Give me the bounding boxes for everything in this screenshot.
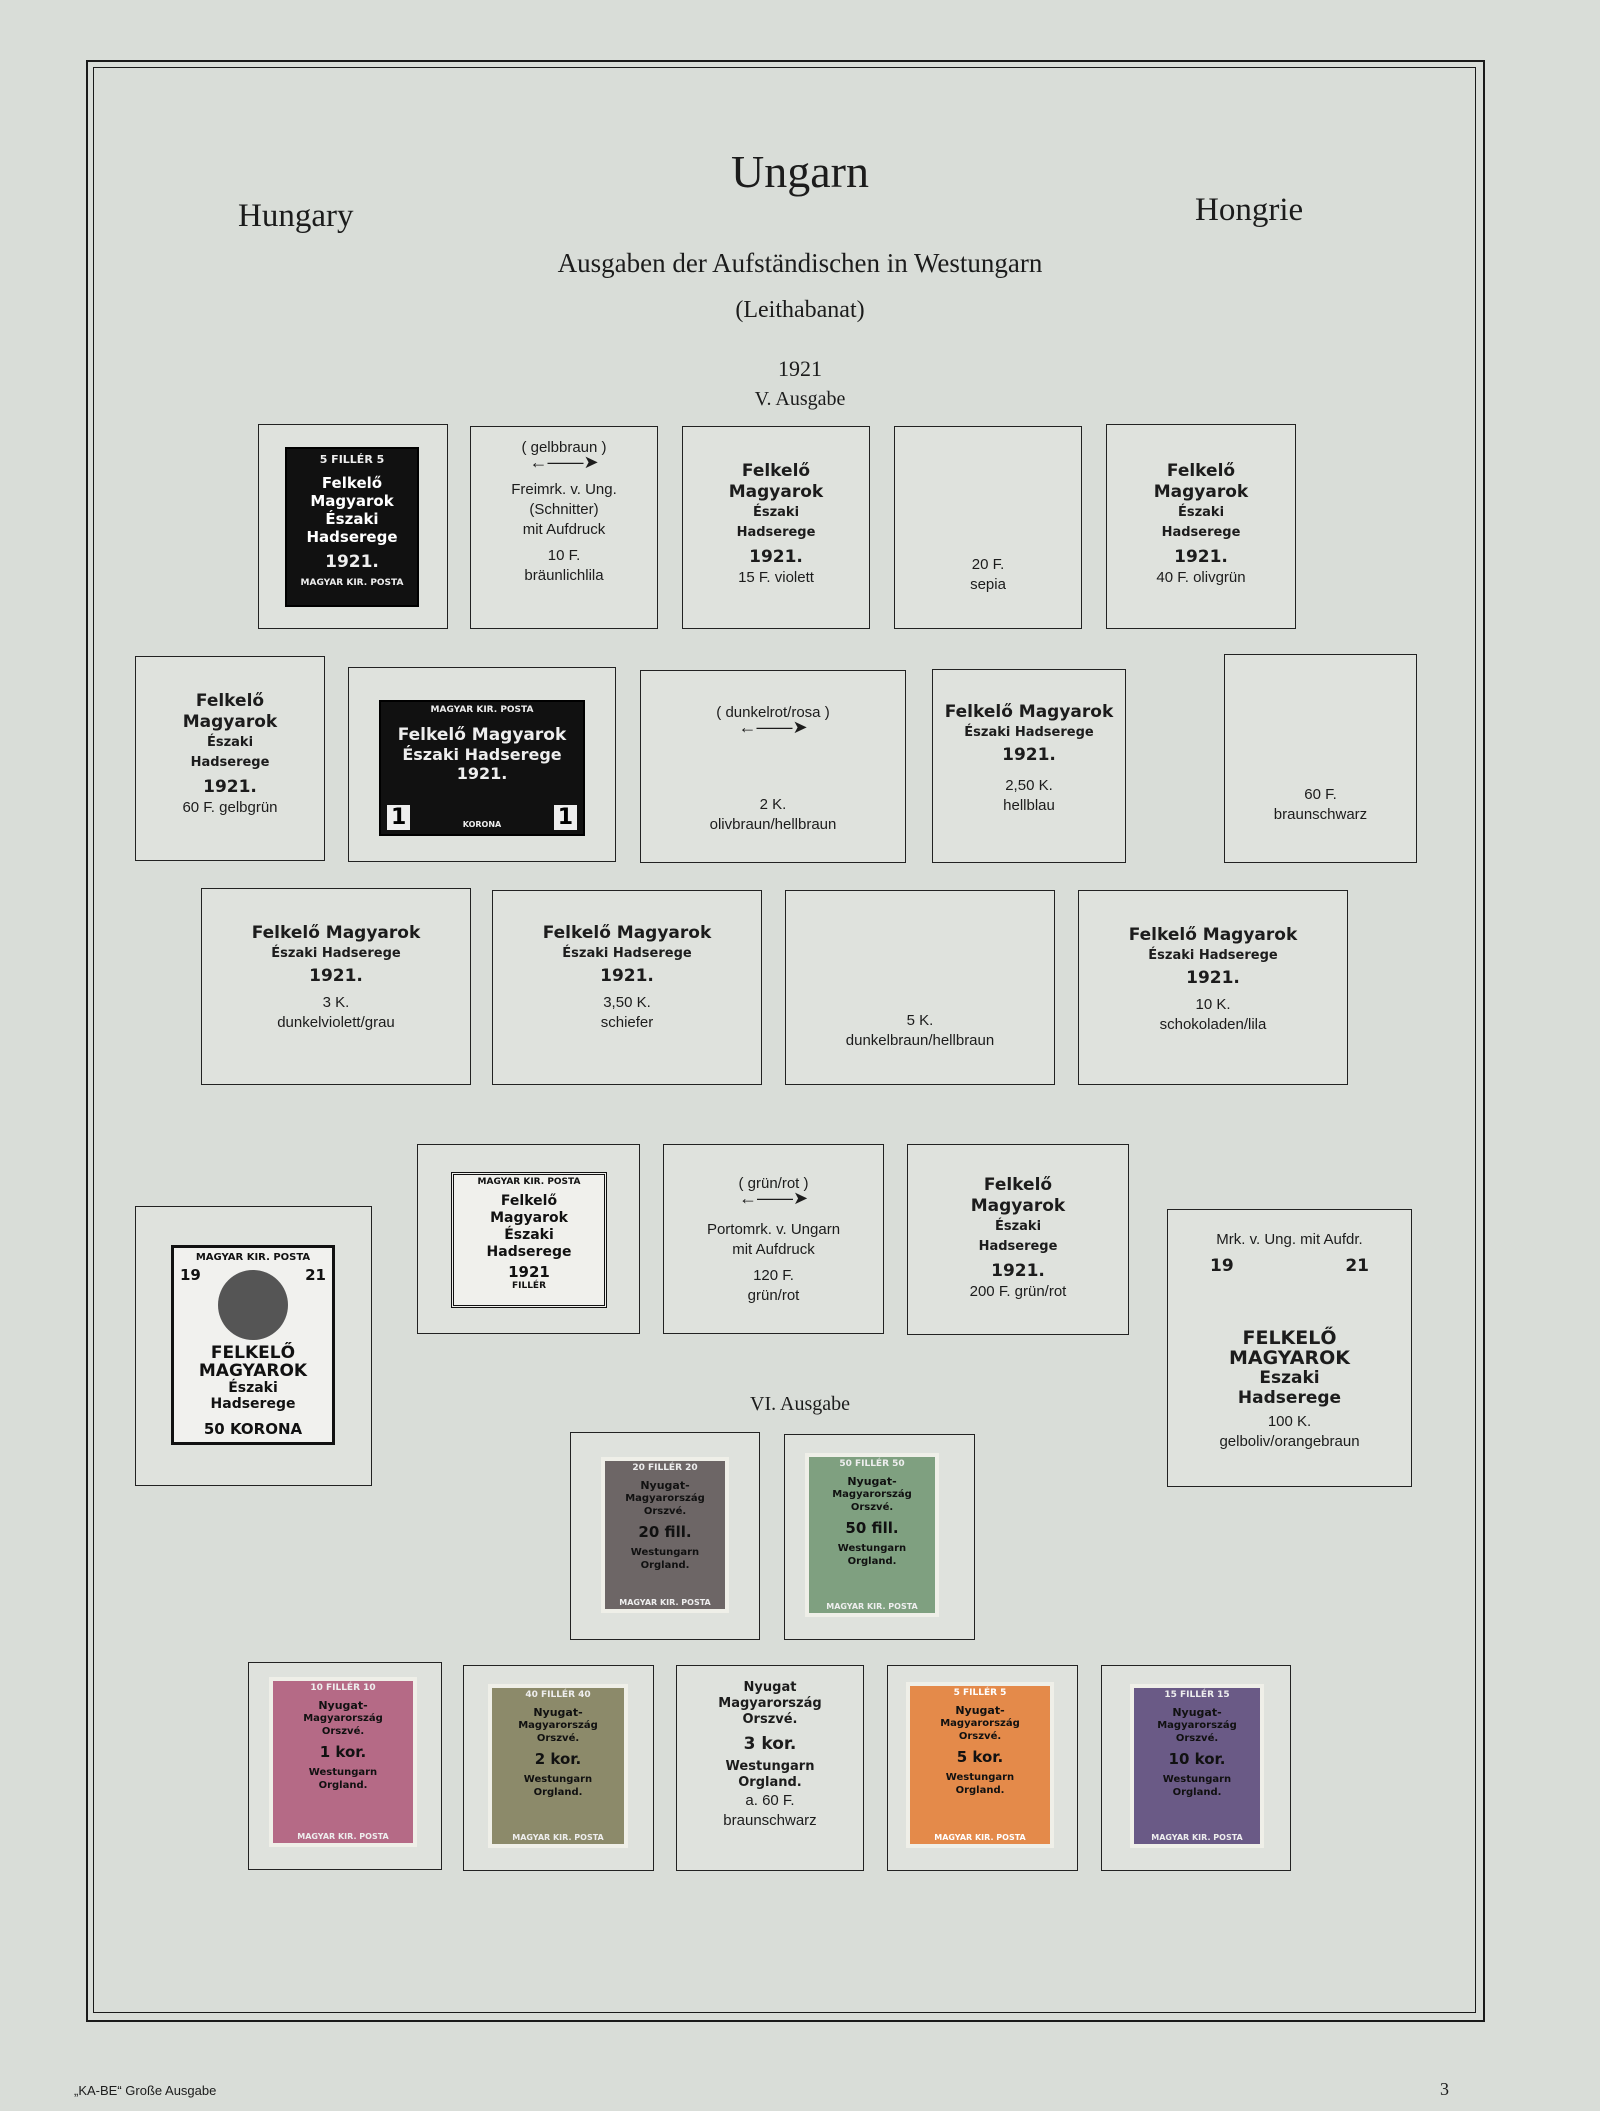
stamp-slot-4[interactable] [894,426,1082,629]
stamp-value: 10 K. [1195,996,1231,1013]
stamp-overprint: Orgland. [847,1556,897,1567]
stamp-overprint: Orszvé. [850,1502,894,1513]
stamp-value: 100 K. [1267,1413,1312,1430]
stamp-overprint: Westungarn [308,1767,378,1778]
stamp-slot-3[interactable] [682,426,870,629]
overprint-line: Északi [1177,505,1225,520]
stamp-image [906,1682,1054,1848]
country-label-english: Hungary [238,198,354,234]
stamp-overprint: Nyugat- [955,1704,1005,1717]
overprint-line: Felkelő [1166,461,1236,481]
stamp-value: 3,50 K. [603,994,651,1011]
page-subtitle-2: (Leithabanat) [735,297,865,323]
stamp-image [488,1684,628,1848]
stamp-overprint: MAGYAROK [198,1361,308,1381]
stamp-value: 10 F. [547,547,581,564]
stamp-overprint: Orgland. [1172,1787,1222,1798]
stamp-bottom-text: MAGYAR KIR. POSTA [512,1833,604,1842]
color-note: ( gelbbraun ) [521,439,607,456]
stamp-top-text: MAGYAR KIR. POSTA [195,1252,311,1263]
stamp-shade: olivbraun/hellbraun [709,816,837,833]
stamp-overprint: Nyugat- [640,1479,690,1492]
stamp-slot-5[interactable] [1106,424,1296,629]
stamp-slot-23[interactable] [463,1665,654,1871]
desc-line: mit Aufdruck [732,1241,815,1258]
page-subtitle: Ausgaben der Aufständischen in Westungarn [557,248,1043,278]
overprint-line: FELKELŐ [1242,1327,1337,1349]
stamp-bottom-text: MAGYAR KIR. POSTA [297,1832,389,1841]
album-publisher: „KA-BE“ Große Ausgabe [74,2083,217,2098]
stamp-image [285,447,419,607]
stamp-bottom-text: MAGYAR KIR. POSTA [826,1602,918,1611]
stamp-overprint: Északi [228,1380,278,1396]
stamp-top-text: MAGYAR KIR. POSTA [430,705,534,715]
stamp-slot-15[interactable] [135,1206,372,1486]
stamp-slot-2[interactable] [470,426,658,629]
stamp-overprint: Nyugat- [533,1706,583,1719]
overprint-line: MAGYAROK [1229,1347,1350,1369]
overprint-year: 1921. [309,966,363,986]
stamp-bottom-text: MAGYAR KIR. POSTA [934,1833,1026,1842]
stamp-slot-24[interactable] [676,1665,864,1871]
stamp-slot-17[interactable] [663,1144,884,1334]
overprint-surcharge: 3 kor. [743,1734,797,1754]
overprint-line: Északi [994,1219,1042,1234]
stamp-value: 40 F. olivgrün [1156,569,1246,586]
stamp-top-text: 15 FILLÉR 15 [1164,1690,1230,1700]
arrow-icon: ←——➤ [738,1188,809,1208]
stamp-slot-16[interactable] [417,1144,640,1334]
stamp-top-text: 50 FILLÉR 50 [839,1459,905,1469]
stamp-top-text: 40 FILLÉR 40 [525,1690,591,1700]
stamp-value-left: 1 [387,805,410,830]
overprint-line: Magyarok [182,712,278,732]
overprint-line: Eszaki [1259,1368,1320,1388]
stamp-bottom-text: FILLÉR [511,1281,547,1291]
arrow-icon: ←——➤ [529,452,599,472]
stamp-overprint: Orgland. [318,1780,368,1791]
stamp-overprint: Orszvé. [321,1726,365,1737]
overprint-line: Orszvé. [742,1712,798,1727]
stamp-slot-13[interactable] [785,890,1055,1085]
overprint-year: 1921. [600,966,654,986]
overprint-line: Felkelő Magyarok [1128,925,1298,945]
stamp-image [451,1172,607,1308]
stamp-overprint: Westungarn [630,1547,700,1558]
overprint-line: Hadserege [978,1239,1058,1254]
overprint-year: 1921. [1002,745,1056,765]
issue-heading-6: VI. Ausgabe [750,1393,850,1415]
stamp-shade: dunkelviolett/grau [277,1014,395,1031]
stamp-surcharge: 10 kor. [1168,1750,1226,1768]
year-left: 19 [1210,1256,1234,1276]
stamp-overprint: Orszvé. [536,1733,580,1744]
overprint-line: Felkelő [195,691,265,711]
stamp-overprint: Orszvé. [1175,1733,1219,1744]
overprint-line: Északi [752,505,800,520]
stamp-slot-11[interactable] [201,888,471,1085]
stamp-overprint: Orszvé. [958,1731,1002,1742]
stamp-surcharge: 2 kor. [534,1750,582,1768]
year-split [1168,1256,1411,1282]
stamp-top-text: 5 FILLÉR 5 [953,1688,1007,1698]
stamp-overprint: Nyugat- [847,1475,897,1488]
stamp-overprint: Westungarn [523,1774,593,1785]
overprint-line: Felkelő Magyarok [251,923,421,943]
stamp-slot-6[interactable] [135,656,325,861]
stamp-value: 60 F. gelbgrün [182,799,278,816]
overprint-year: 1921. [203,777,257,797]
stamp-bottom-text: KORONA [462,820,502,829]
stamp-value: 3 K. [322,994,350,1011]
year-heading: 1921 [778,356,822,381]
stamp-slot-7[interactable] [348,667,616,862]
stamp-overprint: Orgland. [955,1785,1005,1796]
overprint-line: Hadserege [1237,1388,1342,1408]
stamp-image [269,1677,417,1847]
stamp-surcharge: 50 fill. [845,1519,899,1537]
stamp-top-text: 10 FILLÉR 10 [310,1683,376,1693]
stamp-overprint: Magyarország [303,1713,383,1724]
color-note: ( dunkelrot/rosa ) [716,704,830,721]
stamp-overprint: Felkelő Magyarok Északi Hadserege [486,1193,572,1260]
stamp-year: 1921. [456,764,508,783]
stamp-overprint: Nyugat- [1172,1706,1222,1719]
stamp-overprint: Magyarország [1157,1720,1237,1731]
stamp-value: 2,50 K. [1005,777,1053,794]
stamp-surcharge: 5 kor. [956,1748,1004,1766]
overprint-line: Hadserege [736,525,816,540]
stamp-overprint: Orgland. [640,1560,690,1571]
color-note-text: gelbbraun [530,439,598,456]
stamp-shade: schiefer [600,1014,654,1031]
overprint-line: Nyugat [743,1680,797,1695]
stamp-slot-12[interactable] [492,890,762,1085]
overprint-line: Hadserege [1161,525,1241,540]
desc-line: mit Aufdruck [522,521,606,538]
overprint-line: Északi Hadserege [271,946,401,961]
stamp-overprint: Magyarország [940,1718,1020,1729]
stamp-value: 120 F. [753,1267,794,1284]
stamp-overprint: Északi Hadserege [402,745,562,764]
stamp-slot-25[interactable] [887,1665,1078,1871]
stamp-top-text: MAGYAR KIR. POSTA [477,1177,581,1187]
overprint-line: Északi [206,735,254,750]
color-note-text: dunkelrot/rosa [725,704,821,721]
overprint-line: Magyarok [970,1196,1066,1216]
stamp-shade: braunschwarz [1273,806,1368,823]
stamp-value: a. 60 F. [745,1792,795,1809]
desc-line: Freimrk. v. Ung. [511,481,617,498]
stamp-shade: bräunlichlila [524,567,604,584]
stamp-shade: hellblau [1003,797,1055,814]
overprint-line: Északi Hadserege [562,946,692,961]
stamp-overprint: Hadserege [210,1396,296,1412]
stamp-overprint: Nyugat- [318,1699,368,1712]
overprint-year: 1921. [1186,968,1240,988]
stamp-shade: schokoladen/lila [1159,1016,1267,1033]
overprint-year: 1921. [991,1261,1045,1281]
overprint-line: Felkelő Magyarok [944,702,1114,722]
stamp-image [805,1453,939,1617]
stamp-bottom-text: MAGYAR KIR. POSTA [1151,1833,1243,1842]
stamp-value: 20 F. [971,556,1005,573]
overprint-line: Északi Hadserege [964,725,1094,740]
stamp-overprint: Magyarország [518,1720,598,1731]
stamp-overprint: Westungarn [837,1543,907,1554]
arrow-icon: ←——➤ [738,717,808,737]
stamp-slot-18[interactable] [907,1144,1129,1335]
stamp-shade: dunkelbraun/hellbraun [845,1032,995,1049]
stamp-overprint: Magyarország [625,1493,705,1504]
desc-line: Mrk. v. Ung. mit Aufdr. [1216,1231,1363,1248]
stamp-slot-10[interactable] [1224,654,1417,863]
stamp-image [1130,1684,1264,1848]
stamp-overprint: Felkelő Magyarok Északi Hadserege [306,474,398,546]
overprint-year: 1921. [749,547,803,567]
stamp-overprint: FELKELŐ [210,1343,296,1363]
page-title: Ungarn [731,146,869,197]
stamp-slot-26[interactable] [1101,1665,1291,1871]
crown-emblem-icon [218,1270,288,1340]
overprint-line: Westungarn [725,1759,815,1774]
stamp-shade: sepia [970,576,1006,593]
stamp-slot-22[interactable] [248,1662,442,1870]
stamp-shade: braunschwarz [723,1812,817,1829]
stamp-shade: grün/rot [747,1287,800,1304]
overprint-line: Magyarok [1153,482,1249,502]
stamp-value: 5 K. [906,1012,934,1029]
stamp-slot-1[interactable] [258,424,448,629]
stamp-value: 200 F. grün/rot [969,1283,1067,1300]
page-number: 3 [1440,2079,1449,2099]
desc-line: Portomrk. v. Ungarn [706,1221,841,1238]
stamp-top-text: 20 FILLÉR 20 [632,1463,698,1473]
overprint-line: Felkelő Magyarok [542,923,712,943]
year-right: 21 [1345,1256,1369,1276]
stamp-year-right: 21 [305,1266,326,1284]
overprint-year: 1921. [1174,547,1228,567]
stamp-bottom-text: MAGYAR KIR. POSTA [300,578,404,588]
stamp-surcharge: 1 kor. [319,1743,367,1761]
stamp-year: 1921. [325,552,379,572]
overprint-line: Hadserege [190,755,270,770]
stamp-slot-8[interactable] [640,670,906,863]
country-label-french: Hongrie [1195,192,1304,228]
desc-line: (Schnitter) [529,501,599,518]
color-note: ( grün/rot ) [738,1175,809,1192]
stamp-overprint: Orgland. [533,1787,583,1798]
stamp-slot-21[interactable] [784,1434,975,1640]
stamp-slot-19[interactable] [1167,1209,1412,1487]
stamp-top-text: 5 FILLÉR 5 [319,453,385,466]
stamp-slot-20[interactable] [570,1432,760,1640]
overprint-line: Felkelő [983,1175,1053,1195]
stamp-image [379,700,585,836]
stamp-year-left: 19 [180,1266,201,1284]
stamp-shade: gelboliv/orangebraun [1219,1433,1360,1450]
stamp-bottom-text: 50 KORONA [203,1420,303,1438]
stamp-value: 2 K. [759,796,787,813]
stamp-overprint: Westungarn [945,1772,1015,1783]
stamp-overprint: Felkelő Magyarok [397,725,567,745]
issue-heading-5: V. Ausgabe [754,388,846,410]
stamp-image [601,1457,729,1613]
stamp-overprint: Magyarország [832,1489,912,1500]
stamp-bottom-text: MAGYAR KIR. POSTA [619,1598,711,1607]
stamp-overprint: Orszvé. [643,1506,687,1517]
stamp-value-right: 1 [554,805,577,830]
stamp-surcharge: 20 fill. [638,1523,692,1541]
stamp-slot-9[interactable] [932,669,1126,863]
color-note-text: grün/rot [747,1175,800,1192]
overprint-line: Északi Hadserege [1148,948,1278,963]
overprint-line: Felkelő [741,461,811,481]
stamp-slot-14[interactable] [1078,890,1348,1085]
stamp-value: 15 F. violett [738,569,814,586]
overprint-line: Orgland. [738,1775,802,1790]
overprint-line: Magyarország [718,1696,822,1711]
overprint-line: Magyarok [728,482,824,502]
stamp-value: 60 F. [1304,786,1337,803]
stamp-year: 1921 [508,1263,550,1281]
stamp-overprint: Westungarn [1162,1774,1232,1785]
